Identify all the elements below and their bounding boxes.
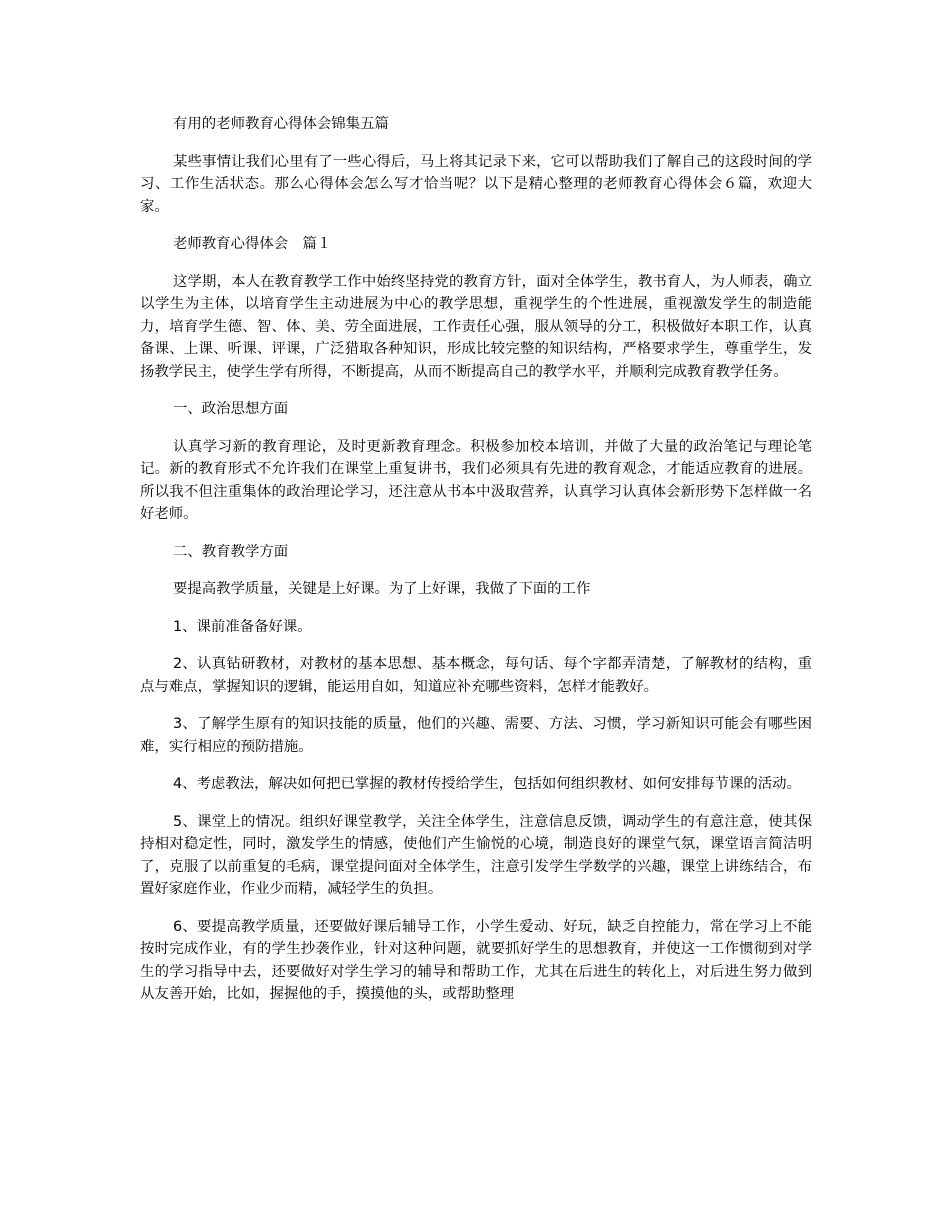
list-item: 3、了解学生原有的知识技能的质量，他们的兴趣、需要、方法、习惯，学习新知识可能会有哪些困难，实行相应的预防措施。 xyxy=(140,716,812,755)
body-paragraph: 认真学习新的教育理论，及时更新教育理念。积极参加校本培训，并做了大量的政治笔记与理论笔记。新的教育形式不允许我们在课堂上重复讲书，我们必须具有先进的教育观念，才能适应教育的进展。所以我不但注重集体的政治理论学习，还注意从书本中汲取营养，认真学习认真体会新形势下怎样做一名好老师。 xyxy=(140,438,812,522)
list-item: 6、要提高教学质量，还要做好课后辅导工作，小学生爱动、好玩，缺乏自控能力，常在学习上不能按时完成作业，有的学生抄袭作业，针对这种问题，就要抓好学生的思想教育，并使这一工作惯彻到对学生的学习指导中去，还要做好对学生学习的辅导和帮助工作，尤其在后进生的转化上，对后进生努力做到从友善开始，比如，握握他的手，摸摸他的头，或帮助整理 xyxy=(140,918,812,1002)
body-paragraph: 这学期，本人在教育教学工作中始终坚持党的教育方针，面对全体学生，教书育人，为人师表，确立以学生为主体，以培育学生主动进展为中心的教学思想，重视学生的个性进展，重视激发学生的制造能力，培育学生德、智、体、美、劳全面进展，工作责任心强，服从领导的分工，积极做好本职工作，认真备课、上课、听课、评课，广泛猎取各种知识，形成比较完整的知识结构，严格要求学生，尊重学生，发扬教学民主，使学生学有所得，不断提高，从而不断提高自己的教学水平，并顺利完成教育教学任务。 xyxy=(140,273,812,380)
section-heading-politics: 一、政治思想方面 xyxy=(173,401,289,417)
section-heading-article-1: 老师教育心得体会 篇１ xyxy=(173,236,332,252)
document-title: 有用的老师教育心得体会锦集五篇 xyxy=(173,116,389,132)
document-page xyxy=(140,113,812,1021)
list-item: 5、课堂上的情况。组织好课堂教学，关注全体学生，注意信息反馈，调动学生的有意注意，使其保持相对稳定性，同时，激发学生的情感，使他们产生愉悦的心境，制造良好的课堂气氛，课堂语言简洁明了，克服了以前重复的毛病，课堂提问面对全体学生，注意引发学生学数学的兴趣，课堂上讲练结合，布置好家庭作业，作业少而精，减轻学生的负担。 xyxy=(140,813,812,897)
list-item: 4、考虑教法，解决如何把已掌握的教材传授给学生，包括如何组织教材、如何安排每节课的活动。 xyxy=(173,776,801,792)
body-paragraph: 要提高教学质量，关键是上好课。为了上好课，我做了下面的工作 xyxy=(173,581,591,597)
intro-paragraph: 某些事情让我们心里有了一些心得后，马上将其记录下来，它可以帮助我们了解自己的这段时间的学习、工作生活状态。那么心得体会怎么写才恰当呢？以下是精心整理的老师教育心得体会６篇，欢迎大家。 xyxy=(140,153,812,215)
list-item: 1、课前准备备好课。 xyxy=(173,618,312,635)
list-item: 2、认真钻研教材，对教材的基本思想、基本概念，每句话、每个字都弄清楚，了解教材的结构，重点与难点，掌握知识的逻辑，能运用自如，知道应补充哪些资料，怎样才能教好。 xyxy=(140,656,812,695)
section-heading-teaching: 二、教育教学方面 xyxy=(173,543,289,560)
